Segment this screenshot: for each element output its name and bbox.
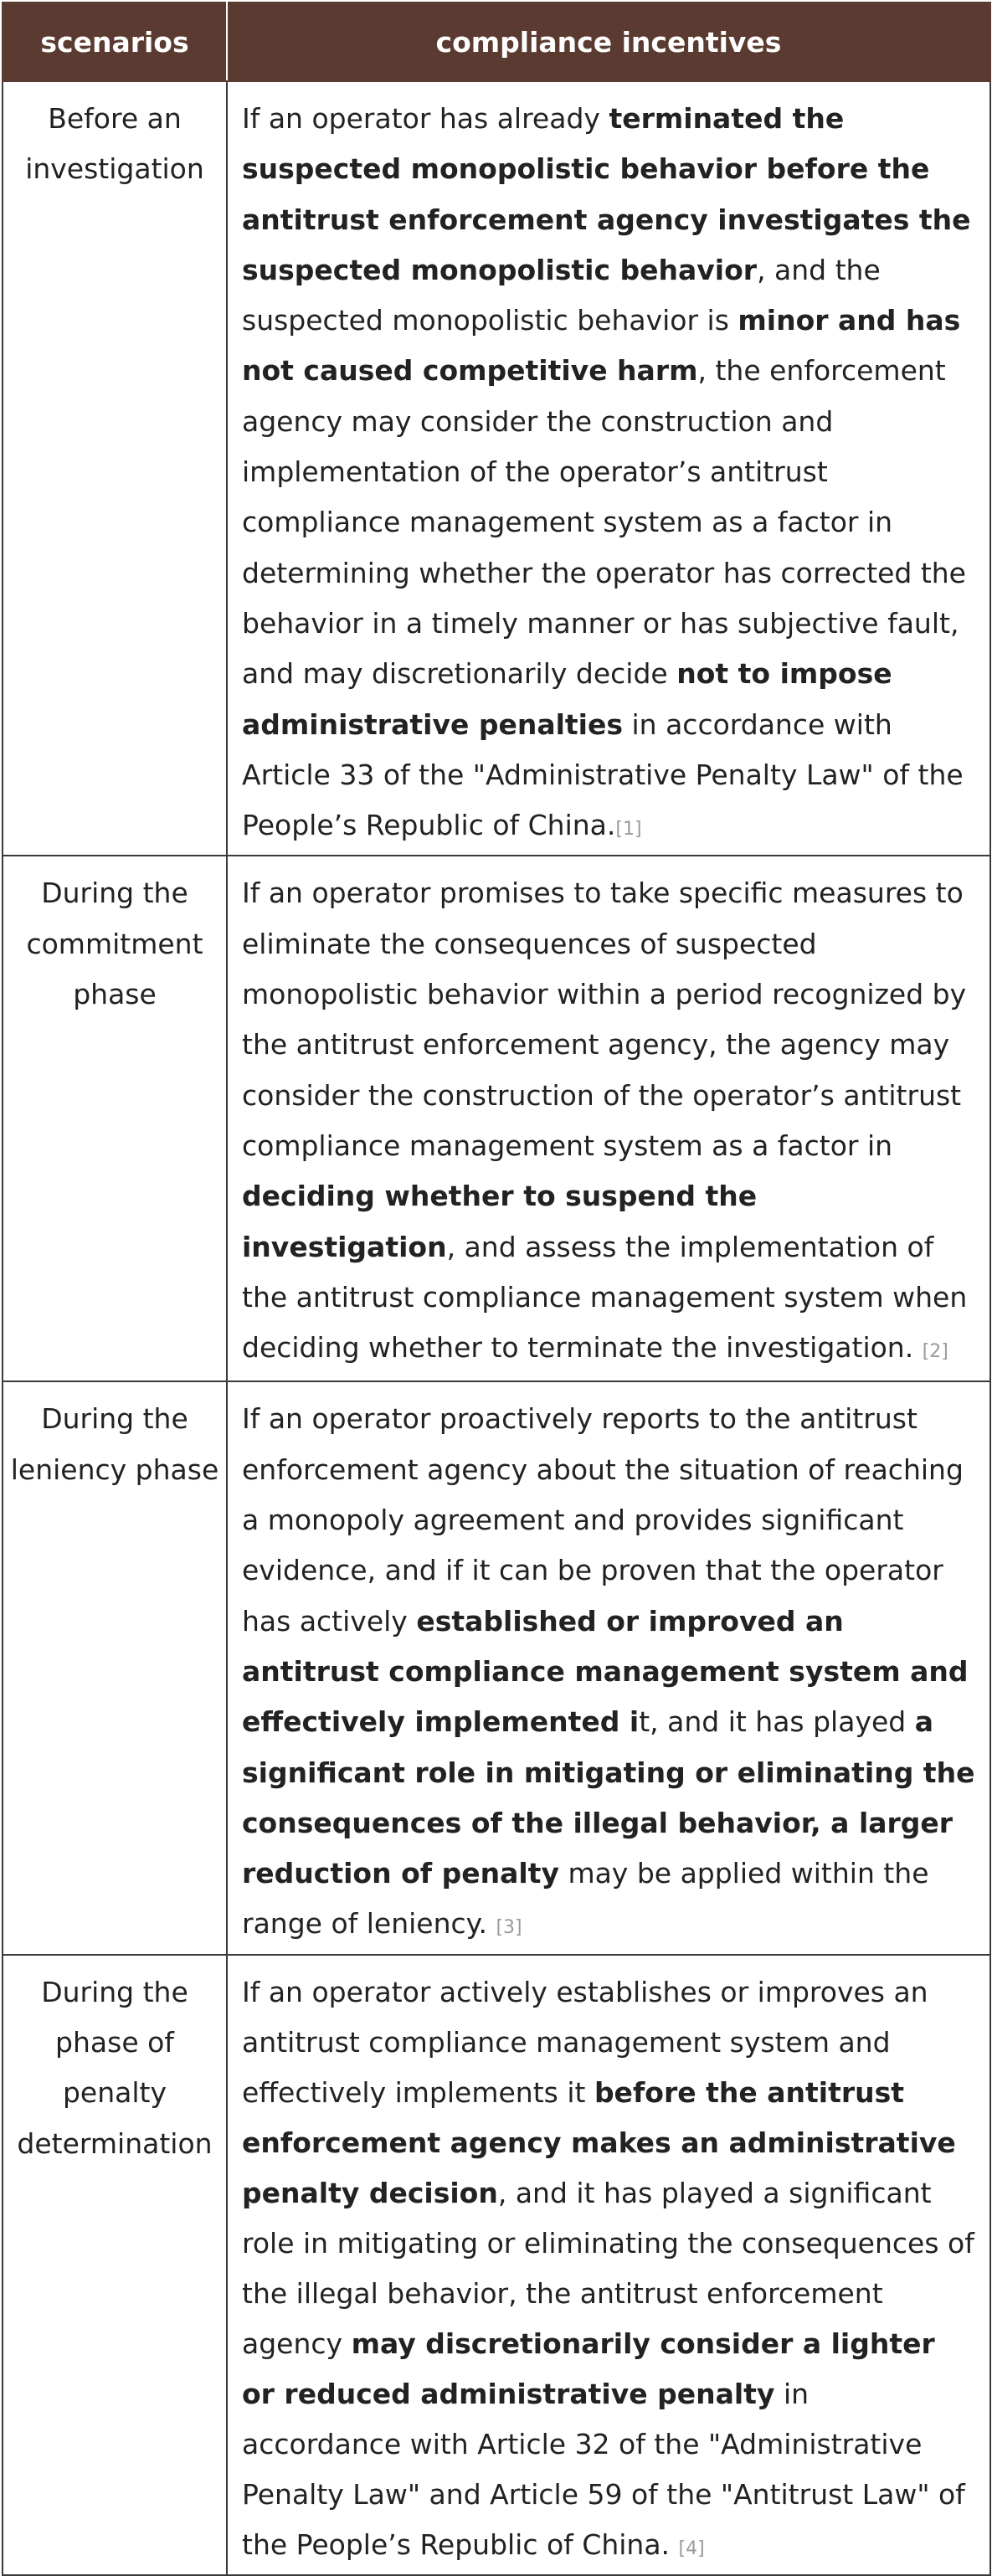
column-header-scenarios: scenarios [3,3,227,81]
text-run: , and assess the implementation of the antitrust compliance management system when deciding whether to terminate the investigation. [242,1230,968,1365]
bold-text: before the antitrust enforcement agency makes an administrative penalty decision [242,2075,956,2209]
table-header-row [3,3,990,81]
table-row [3,81,990,856]
incentive-cell [227,1955,990,2575]
text-run: If an operator proactively reports to the antitrust enforcement agency about the situation of reaching a monopoly agreement and provides significant evidence, and if it can be proven that the operator has actively [242,1402,964,1638]
reference-marker: [2] [922,1341,948,1363]
bold-text: a significant role in mitigating or eliminating the consequences of the illegal behavior, a larger reduction of penalty [242,1705,975,1890]
text-run: t, and it has played [639,1705,915,1739]
incentive-cell [227,81,990,856]
scenario-cell: During the phase of penalty determination [3,1955,227,2575]
text-run: If an operator has already [242,102,609,135]
table-row [3,1955,990,2575]
text-run: If an operator actively establishes or improves an antitrust compliance management system and effectively implements it [242,1975,928,2109]
text-run: , and the suspected monopolistic behavior is [242,253,881,337]
incentive-text [242,1967,976,2574]
bold-text: not to impose administrative penalties [242,657,892,741]
text-run: may be applied within the range of leniency. [242,1857,929,1941]
bold-text: may discretionarily consider a lighter or reduced administrative penalty [242,2327,935,2410]
text-run: , and it has played a significant role in mitigating or eliminating the consequences of the illegal behavior, the antitrust enforcement agency [242,2176,974,2360]
scenario-cell: Before an investigation [3,81,227,856]
text-run: If an operator promises to take specific measures to eliminate the consequences of suspected monopolistic behavior within a period recognized by the antitrust enforcement agency, the agency may consider the construction of the operator’s antitrust compliance management system as a factor in [242,877,967,1162]
incentive-cell [227,856,990,1381]
text-run: in accordance with Article 33 of the "Administrative Penalty Law" of the People’s Republic of China. [242,707,964,842]
bold-text: deciding whether to suspend the investigation [242,1180,758,1263]
bold-text: terminated the suspected monopolistic behavior before the antitrust enforcement agency investigates the suspected monopolistic behavior [242,102,971,286]
incentive-cell [227,1381,990,1954]
column-header-compliance-incentives: compliance incentives [227,3,990,81]
table-row [3,1381,990,1954]
incentive-text [242,868,976,1377]
bold-text: established or improved an antitrust compliance management system and effectively implemented i [242,1604,969,1739]
bold-text: minor and has not caused competitive harm [242,304,961,388]
reference-marker: [4] [678,2537,705,2559]
reference-marker: [1] [615,819,642,841]
incentive-text [242,94,976,855]
text-run: , the enforcement agency may consider the construction and implementation of the operator’s antitrust compliance management system as a factor in determining whether the operator has corrected the behavior in a timely manner or has subjective fault, and may discretionarily decide [242,354,966,691]
compliance-incentives-table [2,2,991,2576]
text-run: in accordance with Article 32 of the "Administrative Penalty Law" and Article 59 of the "Antitrust Law" of the People’s Republic of China. [242,2377,965,2561]
table-row [3,856,990,1381]
reference-marker: [3] [496,1917,522,1939]
scenario-cell: During the leniency phase [3,1381,227,1954]
incentive-text [242,1394,976,1953]
scenario-cell: During the commitment phase [3,856,227,1381]
